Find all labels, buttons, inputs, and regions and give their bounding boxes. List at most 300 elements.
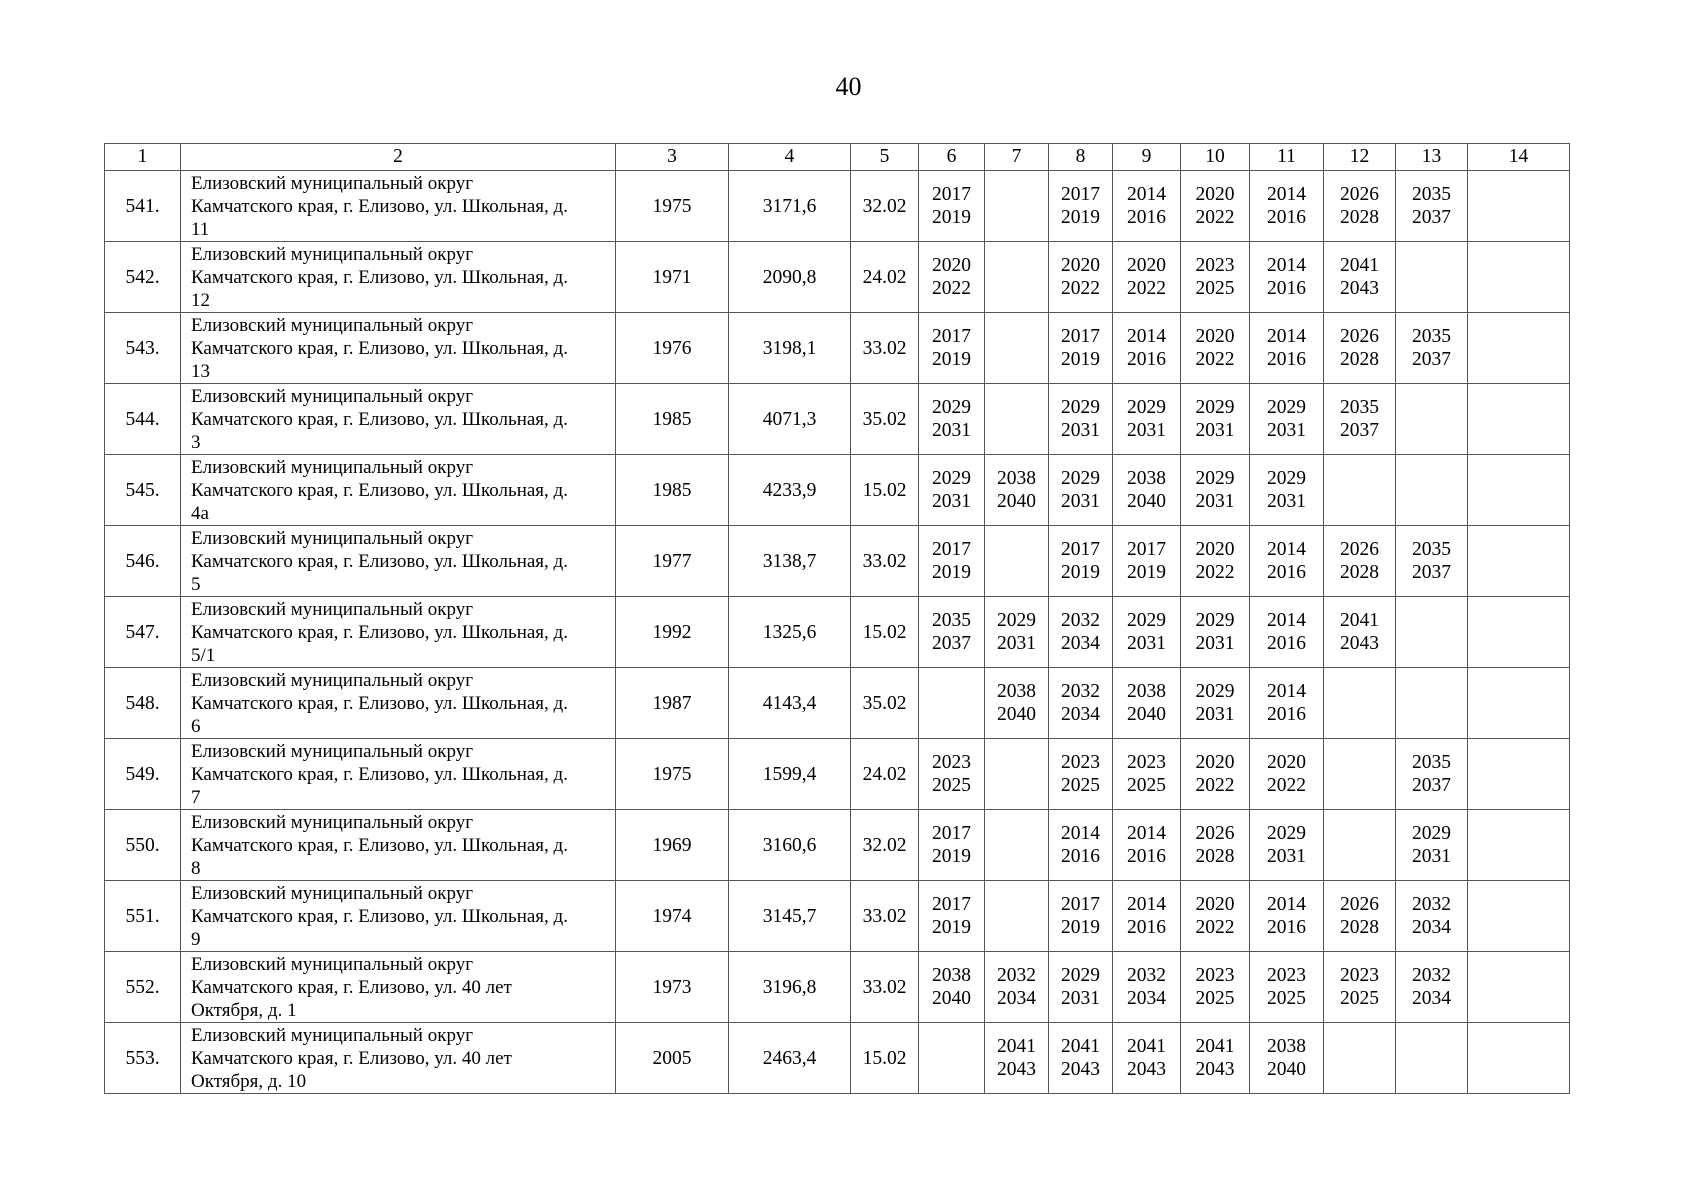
period-cell — [1396, 171, 1468, 242]
address-cell — [181, 384, 616, 455]
period-year: 2031 — [1412, 846, 1451, 867]
row-number-cell: 546. — [105, 526, 181, 597]
period-cell — [1468, 1023, 1570, 1094]
header-cell: 10 — [1181, 144, 1250, 171]
period-year: 2025 — [1195, 278, 1235, 299]
period-year: 2031 — [997, 633, 1036, 654]
period-year: 2020 — [932, 255, 971, 276]
period-year: 2016 — [1267, 633, 1306, 654]
period-cell — [1113, 313, 1181, 384]
period-year: 2035 — [1412, 184, 1451, 205]
period-year: 2026 — [1195, 823, 1235, 844]
address-line: 4а — [191, 502, 209, 524]
period-year: 2040 — [1267, 1059, 1306, 1080]
address-line: Октября, д. 1 — [191, 999, 297, 1021]
row-number-cell: 544. — [105, 384, 181, 455]
period-year: 2019 — [1061, 562, 1100, 583]
period-year: 2016 — [1127, 917, 1166, 938]
period-year: 2023 — [1127, 752, 1166, 773]
period-cell — [985, 1023, 1049, 1094]
table-row — [105, 171, 1570, 242]
table-row — [105, 1023, 1570, 1094]
period-cell — [919, 171, 985, 242]
build-year-cell: 1974 — [616, 881, 729, 952]
header-cell: 4 — [729, 144, 851, 171]
period-year: 2029 — [932, 397, 971, 418]
period-year: 2029 — [997, 610, 1036, 631]
period-year: 2031 — [1195, 633, 1235, 654]
table-row — [105, 455, 1570, 526]
period-cell — [1468, 526, 1570, 597]
table-row — [105, 952, 1570, 1023]
period-cell — [1113, 597, 1181, 668]
period-cell — [1049, 455, 1113, 526]
period-year: 2022 — [1195, 917, 1235, 938]
table-body — [105, 171, 1570, 1094]
build-year-cell: 1992 — [616, 597, 729, 668]
period-cell — [1396, 739, 1468, 810]
period-cell — [1468, 668, 1570, 739]
header-cell: 5 — [851, 144, 919, 171]
address-line: 3 — [191, 431, 201, 453]
period-year: 2029 — [1127, 397, 1166, 418]
period-cell — [1250, 668, 1324, 739]
build-year-cell: 1985 — [616, 384, 729, 455]
period-cell — [1181, 952, 1250, 1023]
row-number-cell: 550. — [105, 810, 181, 881]
period-year: 2034 — [1412, 988, 1451, 1009]
period-year: 2032 — [997, 965, 1036, 986]
address-line: Камчатского края, г. Елизово, ул. Школьная, д. — [191, 408, 568, 430]
period-year: 2020 — [1195, 539, 1235, 560]
period-year: 2022 — [1267, 775, 1306, 796]
period-cell — [919, 242, 985, 313]
period-year: 2022 — [1195, 207, 1235, 228]
address-line: Камчатского края, г. Елизово, ул. Школьная, д. — [191, 763, 568, 785]
period-year: 2037 — [1412, 349, 1451, 370]
area-cell: 2463,4 — [729, 1023, 851, 1094]
period-year: 2017 — [932, 823, 971, 844]
period-cell — [1049, 526, 1113, 597]
period-year: 2025 — [1340, 988, 1379, 1009]
period-cell — [1396, 1023, 1468, 1094]
address-line: Камчатского края, г. Елизово, ул. 40 лет — [191, 1047, 512, 1069]
area-cell: 4233,9 — [729, 455, 851, 526]
period-cell — [985, 526, 1049, 597]
area-cell: 3160,6 — [729, 810, 851, 881]
code-cell: 35.02 — [851, 668, 919, 739]
period-year: 2019 — [1061, 207, 1100, 228]
period-cell — [1250, 739, 1324, 810]
period-cell — [1250, 881, 1324, 952]
period-cell — [1396, 455, 1468, 526]
period-year: 2019 — [932, 846, 971, 867]
period-year: 2028 — [1340, 562, 1379, 583]
period-cell — [1324, 313, 1396, 384]
area-cell: 4143,4 — [729, 668, 851, 739]
address-line: 6 — [191, 715, 201, 737]
period-cell — [1113, 881, 1181, 952]
period-cell — [1396, 526, 1468, 597]
period-year: 2035 — [932, 610, 971, 631]
period-year: 2040 — [997, 704, 1036, 725]
area-cell: 3196,8 — [729, 952, 851, 1023]
period-year: 2016 — [1267, 278, 1306, 299]
period-year: 2038 — [932, 965, 971, 986]
period-cell — [1396, 881, 1468, 952]
period-year: 2032 — [1127, 965, 1166, 986]
period-year: 2014 — [1127, 326, 1166, 347]
build-year-cell: 1975 — [616, 171, 729, 242]
period-year: 2043 — [1340, 278, 1379, 299]
header-cell: 12 — [1324, 144, 1396, 171]
period-cell — [985, 810, 1049, 881]
address-line: Камчатского края, г. Елизово, ул. Школьная, д. — [191, 266, 568, 288]
code-cell: 33.02 — [851, 952, 919, 1023]
period-cell — [1468, 597, 1570, 668]
period-year: 2025 — [932, 775, 971, 796]
period-cell — [1049, 597, 1113, 668]
period-cell — [1396, 242, 1468, 313]
period-year: 2031 — [932, 491, 971, 512]
period-cell — [1324, 739, 1396, 810]
period-year: 2029 — [1195, 681, 1235, 702]
period-year: 2029 — [1267, 468, 1306, 489]
period-year: 2016 — [1267, 917, 1306, 938]
table-row — [105, 384, 1570, 455]
period-year: 2031 — [1195, 491, 1235, 512]
period-year: 2023 — [1340, 965, 1379, 986]
period-year: 2025 — [1195, 988, 1235, 1009]
period-year: 2031 — [1195, 704, 1235, 725]
code-cell: 33.02 — [851, 313, 919, 384]
period-cell — [1049, 384, 1113, 455]
housing-repair-schedule-table — [104, 143, 1570, 1094]
period-cell — [1250, 526, 1324, 597]
period-year: 2020 — [1127, 255, 1166, 276]
period-year: 2014 — [1127, 823, 1166, 844]
table-row — [105, 881, 1570, 952]
period-year: 2022 — [1127, 278, 1166, 299]
table-row — [105, 668, 1570, 739]
period-year: 2014 — [1061, 823, 1100, 844]
row-number-cell: 551. — [105, 881, 181, 952]
period-cell — [1324, 597, 1396, 668]
header-cell: 3 — [616, 144, 729, 171]
period-year: 2034 — [1127, 988, 1166, 1009]
period-year: 2035 — [1412, 752, 1451, 773]
row-number-cell: 553. — [105, 1023, 181, 1094]
code-cell: 32.02 — [851, 171, 919, 242]
period-cell — [1396, 668, 1468, 739]
header-cell: 7 — [985, 144, 1049, 171]
period-year: 2041 — [1127, 1036, 1166, 1057]
period-cell — [1181, 526, 1250, 597]
period-year: 2031 — [1061, 988, 1100, 1009]
period-year: 2019 — [932, 917, 971, 938]
period-year: 2029 — [1061, 468, 1100, 489]
period-year: 2032 — [1061, 681, 1100, 702]
period-cell — [985, 668, 1049, 739]
period-cell — [1468, 242, 1570, 313]
period-cell — [1113, 242, 1181, 313]
period-year: 2035 — [1340, 397, 1379, 418]
table-row — [105, 526, 1570, 597]
period-cell — [1324, 810, 1396, 881]
period-cell — [1468, 739, 1570, 810]
period-cell — [1113, 810, 1181, 881]
period-cell — [1396, 597, 1468, 668]
period-year: 2016 — [1127, 349, 1166, 370]
period-cell — [1468, 171, 1570, 242]
period-year: 2032 — [1061, 610, 1100, 631]
period-year: 2014 — [1267, 539, 1306, 560]
period-year: 2034 — [997, 988, 1036, 1009]
address-line: Камчатского края, г. Елизово, ул. Школьная, д. — [191, 479, 568, 501]
period-year: 2029 — [1412, 823, 1451, 844]
build-year-cell: 1977 — [616, 526, 729, 597]
period-year: 2025 — [1267, 988, 1306, 1009]
period-cell — [985, 881, 1049, 952]
header-cell: 1 — [105, 144, 181, 171]
header-cell: 2 — [181, 144, 616, 171]
period-year: 2031 — [1267, 846, 1306, 867]
address-line: Елизовский муниципальный округ — [191, 811, 473, 833]
period-year: 2037 — [1340, 420, 1379, 441]
period-year: 2025 — [1061, 775, 1100, 796]
row-number-cell: 541. — [105, 171, 181, 242]
period-year: 2041 — [1340, 610, 1379, 631]
period-cell — [919, 739, 985, 810]
address-cell — [181, 313, 616, 384]
period-year: 2016 — [1127, 846, 1166, 867]
period-year: 2022 — [1195, 775, 1235, 796]
period-year: 2019 — [932, 349, 971, 370]
period-year: 2031 — [1267, 420, 1306, 441]
period-year: 2019 — [932, 207, 971, 228]
period-year: 2026 — [1340, 894, 1379, 915]
code-cell: 15.02 — [851, 1023, 919, 1094]
address-cell — [181, 455, 616, 526]
period-cell — [1324, 881, 1396, 952]
address-line: 13 — [191, 360, 210, 382]
address-line: Камчатского края, г. Елизово, ул. Школьная, д. — [191, 550, 568, 572]
period-cell — [1468, 313, 1570, 384]
code-cell: 33.02 — [851, 881, 919, 952]
period-cell — [919, 313, 985, 384]
period-year: 2016 — [1267, 704, 1306, 725]
period-year: 2023 — [1267, 965, 1306, 986]
period-year: 2029 — [1061, 397, 1100, 418]
period-year: 2038 — [1127, 468, 1166, 489]
period-cell — [985, 242, 1049, 313]
period-year: 2043 — [1340, 633, 1379, 654]
address-cell — [181, 242, 616, 313]
period-cell — [1324, 242, 1396, 313]
period-year: 2034 — [1061, 633, 1100, 654]
period-year: 2031 — [1061, 491, 1100, 512]
row-number-cell: 547. — [105, 597, 181, 668]
period-year: 2014 — [1267, 610, 1306, 631]
period-cell — [1468, 810, 1570, 881]
period-cell — [1049, 739, 1113, 810]
build-year-cell: 1985 — [616, 455, 729, 526]
period-cell — [1250, 597, 1324, 668]
period-year: 2020 — [1195, 184, 1235, 205]
period-year: 2041 — [1195, 1036, 1235, 1057]
period-year: 2016 — [1061, 846, 1100, 867]
row-number-cell: 552. — [105, 952, 181, 1023]
period-year: 2029 — [1195, 468, 1235, 489]
period-year: 2028 — [1340, 349, 1379, 370]
period-cell — [1181, 810, 1250, 881]
address-line: Елизовский муниципальный округ — [191, 1024, 473, 1046]
period-year: 2028 — [1340, 207, 1379, 228]
period-year: 2037 — [1412, 207, 1451, 228]
area-cell: 4071,3 — [729, 384, 851, 455]
row-number-cell: 543. — [105, 313, 181, 384]
period-year: 2031 — [1267, 491, 1306, 512]
period-year: 2019 — [1061, 917, 1100, 938]
period-year: 2041 — [1061, 1036, 1100, 1057]
address-line: 5 — [191, 573, 201, 595]
period-year: 2029 — [1267, 823, 1306, 844]
period-cell — [1468, 881, 1570, 952]
header-cell: 9 — [1113, 144, 1181, 171]
period-year: 2040 — [932, 988, 971, 1009]
period-cell — [985, 313, 1049, 384]
period-cell — [1324, 952, 1396, 1023]
period-year: 2026 — [1340, 184, 1379, 205]
page-number: 40 — [835, 72, 862, 101]
period-year: 2029 — [1061, 965, 1100, 986]
period-cell — [1468, 455, 1570, 526]
period-year: 2032 — [1412, 965, 1451, 986]
period-cell — [1250, 313, 1324, 384]
period-year: 2020 — [1061, 255, 1100, 276]
address-line: Елизовский муниципальный округ — [191, 740, 473, 762]
period-cell — [1396, 952, 1468, 1023]
period-year: 2017 — [932, 326, 971, 347]
build-year-cell: 1969 — [616, 810, 729, 881]
header-row — [105, 144, 1570, 171]
period-cell — [1049, 881, 1113, 952]
period-cell — [1049, 313, 1113, 384]
period-cell — [1250, 455, 1324, 526]
build-year-cell: 1975 — [616, 739, 729, 810]
period-cell — [1324, 171, 1396, 242]
address-cell — [181, 739, 616, 810]
period-cell — [1396, 384, 1468, 455]
period-year: 2020 — [1267, 752, 1306, 773]
period-cell — [1250, 810, 1324, 881]
period-cell — [1049, 668, 1113, 739]
period-year: 2023 — [1195, 255, 1235, 276]
period-year: 2017 — [1061, 894, 1100, 915]
period-cell — [1049, 242, 1113, 313]
period-year: 2034 — [1061, 704, 1100, 725]
period-cell — [985, 171, 1049, 242]
period-year: 2031 — [1127, 420, 1166, 441]
period-year: 2017 — [1061, 184, 1100, 205]
address-line: Камчатского края, г. Елизово, ул. Школьная, д. — [191, 834, 568, 856]
period-cell — [1049, 810, 1113, 881]
period-year: 2022 — [1061, 278, 1100, 299]
header-cell: 11 — [1250, 144, 1324, 171]
header-cell: 13 — [1396, 144, 1468, 171]
address-line: 12 — [191, 289, 210, 311]
period-year: 2041 — [997, 1036, 1036, 1057]
period-cell — [1250, 1023, 1324, 1094]
period-cell — [1181, 668, 1250, 739]
period-cell — [1113, 171, 1181, 242]
period-year: 2020 — [1195, 326, 1235, 347]
period-cell — [1181, 242, 1250, 313]
period-cell — [919, 526, 985, 597]
table-row — [105, 739, 1570, 810]
period-year: 2034 — [1412, 917, 1451, 938]
period-cell — [1324, 668, 1396, 739]
code-cell: 33.02 — [851, 526, 919, 597]
area-cell: 3145,7 — [729, 881, 851, 952]
period-year: 2031 — [1061, 420, 1100, 441]
period-year: 2020 — [1195, 752, 1235, 773]
period-cell — [1113, 526, 1181, 597]
address-cell — [181, 668, 616, 739]
period-cell — [919, 810, 985, 881]
period-year: 2043 — [1061, 1059, 1100, 1080]
period-cell — [1181, 313, 1250, 384]
address-cell — [181, 952, 616, 1023]
code-cell: 35.02 — [851, 384, 919, 455]
period-year: 2040 — [997, 491, 1036, 512]
period-cell — [919, 384, 985, 455]
code-cell: 24.02 — [851, 739, 919, 810]
address-line: Елизовский муниципальный округ — [191, 953, 473, 975]
build-year-cell: 1971 — [616, 242, 729, 313]
period-year: 2029 — [1127, 610, 1166, 631]
period-year: 2035 — [1412, 539, 1451, 560]
period-year: 2017 — [1127, 539, 1166, 560]
period-cell — [1181, 881, 1250, 952]
period-year: 2014 — [1127, 184, 1166, 205]
address-line: Елизовский муниципальный округ — [191, 882, 473, 904]
period-year: 2028 — [1340, 917, 1379, 938]
period-year: 2029 — [1195, 610, 1235, 631]
address-line: 9 — [191, 928, 201, 950]
address-line: 5/1 — [191, 644, 216, 666]
period-year: 2019 — [932, 562, 971, 583]
period-year: 2016 — [1267, 562, 1306, 583]
period-cell — [1396, 810, 1468, 881]
period-cell — [1181, 455, 1250, 526]
period-cell — [1113, 739, 1181, 810]
period-cell — [985, 739, 1049, 810]
period-cell — [1324, 384, 1396, 455]
period-year: 2017 — [932, 539, 971, 560]
row-number-cell: 548. — [105, 668, 181, 739]
code-cell: 24.02 — [851, 242, 919, 313]
period-cell — [1468, 384, 1570, 455]
period-cell — [1324, 1023, 1396, 1094]
period-cell — [985, 597, 1049, 668]
row-number-cell: 549. — [105, 739, 181, 810]
period-year: 2014 — [1267, 894, 1306, 915]
period-year: 2017 — [932, 894, 971, 915]
table-row — [105, 597, 1570, 668]
address-line: Елизовский муниципальный округ — [191, 527, 473, 549]
period-cell — [1181, 1023, 1250, 1094]
